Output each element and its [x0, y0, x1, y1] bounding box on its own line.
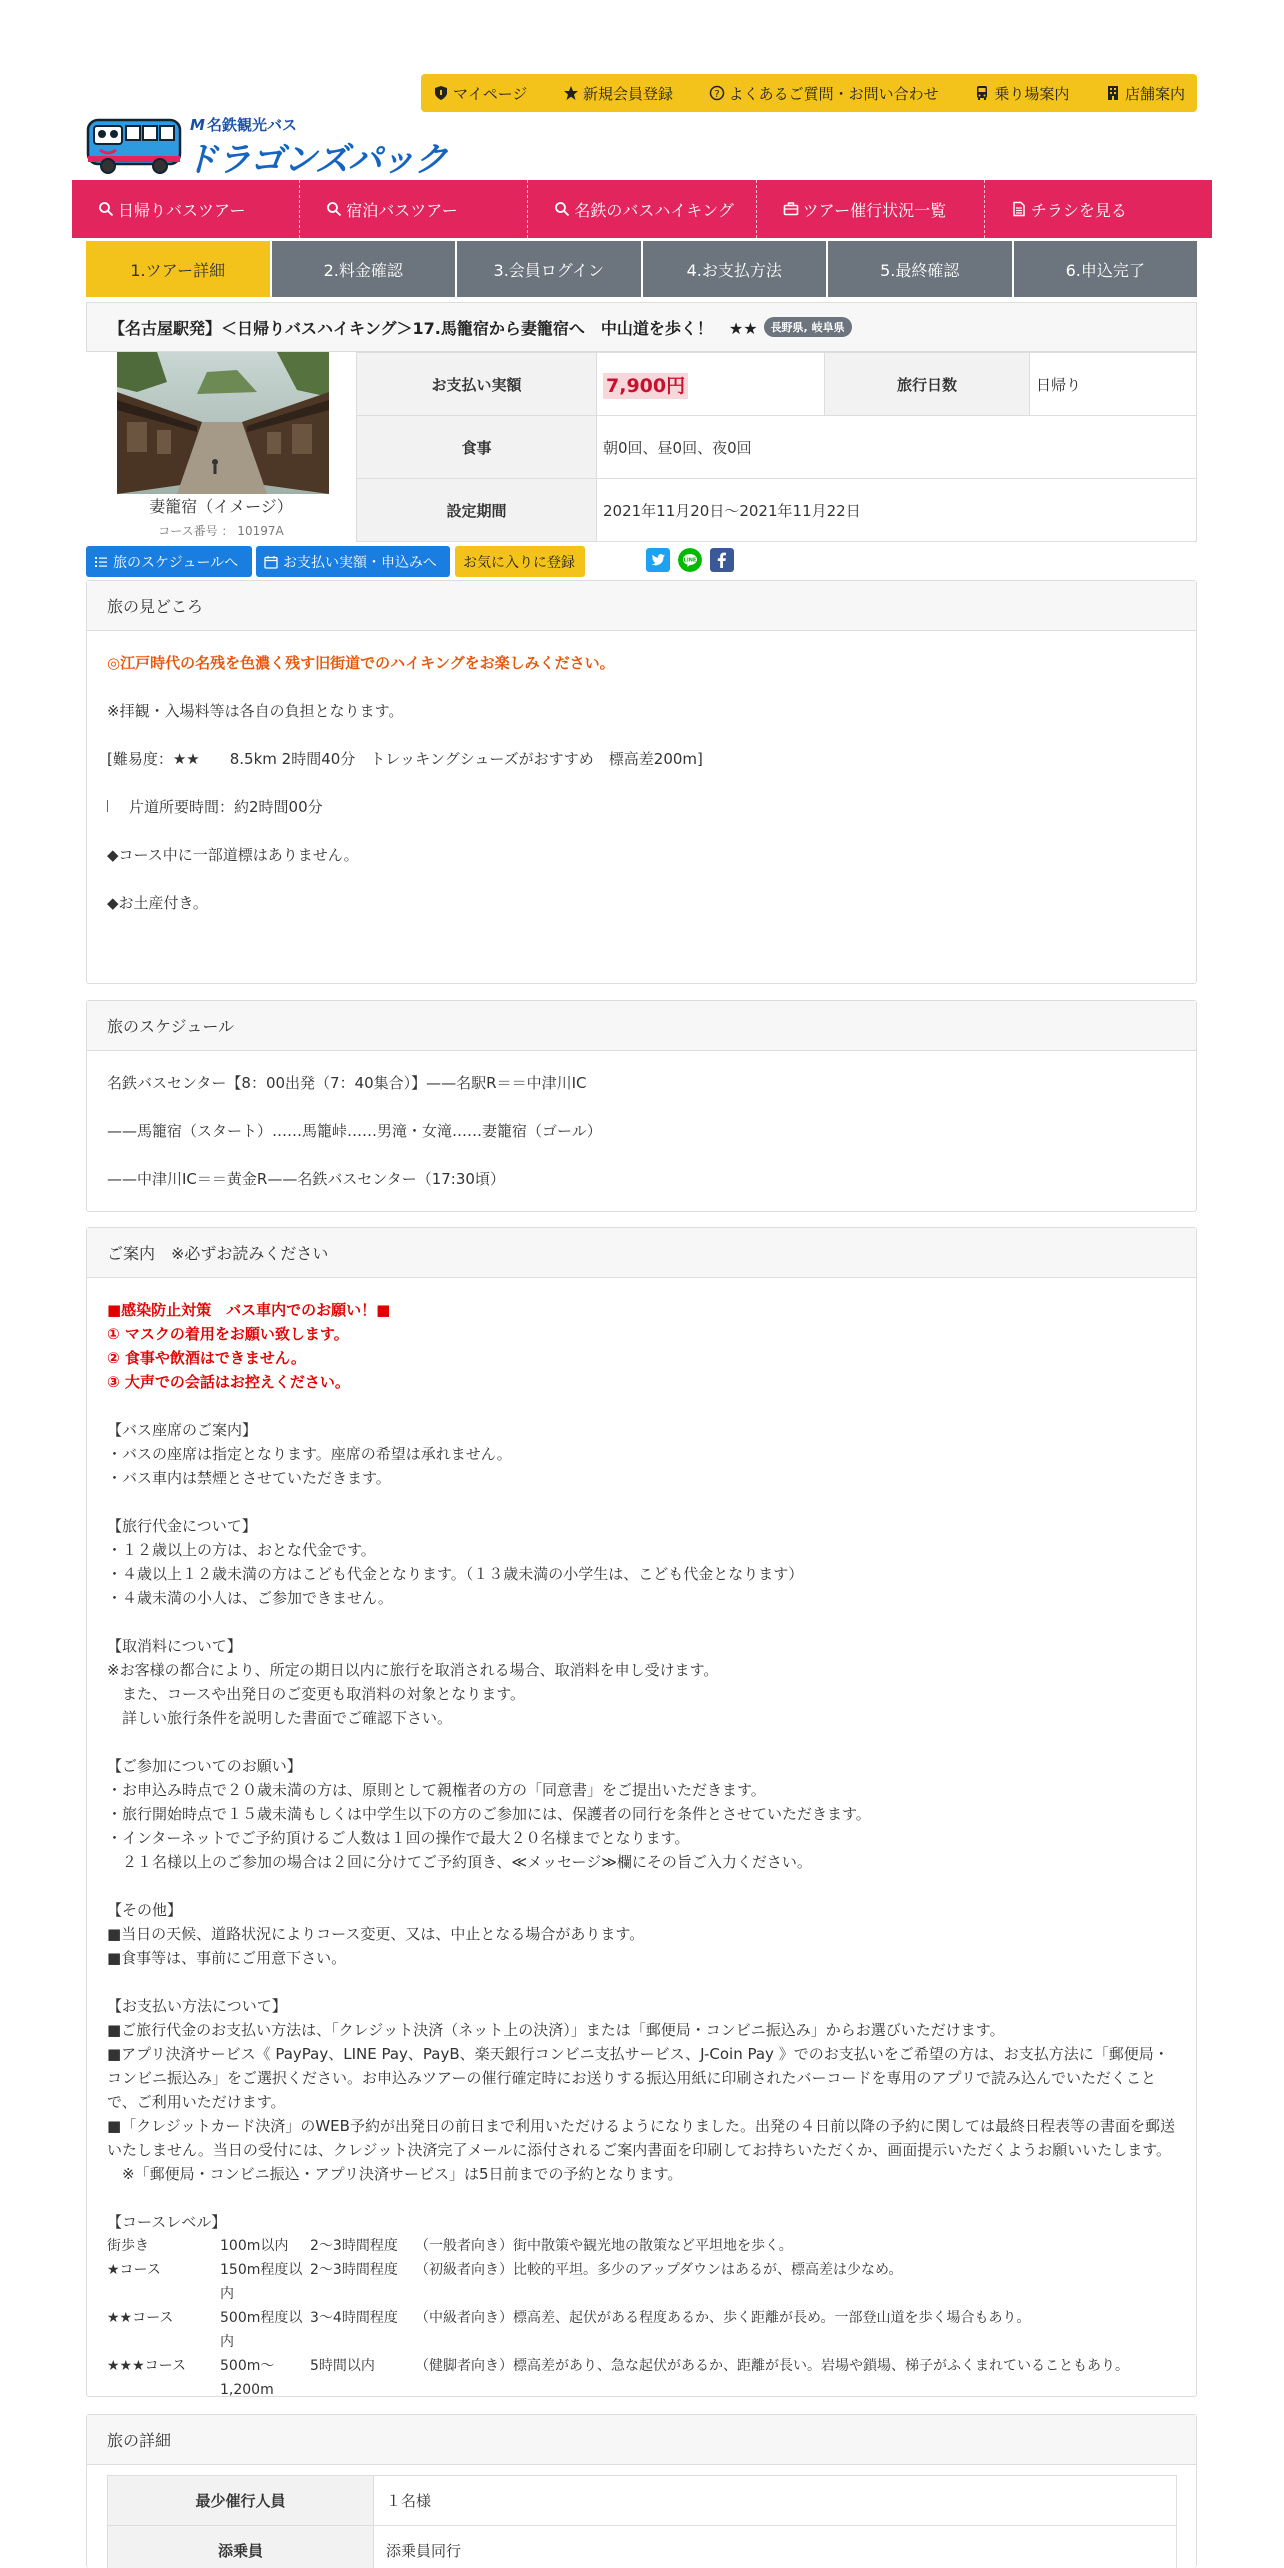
notice-card — [86, 1227, 1197, 2397]
tour-image — [117, 352, 329, 494]
price-cell — [597, 353, 825, 416]
level-desc: （健脚者向き）標高差があり、急な起伏があるか、距離が長い。岩場や鎖場、梯子がふくまれていることもあり。 — [415, 2358, 1129, 2374]
nav-day-tours-label: 日帰りバスツアー — [118, 200, 246, 220]
schedule-body — [87, 1051, 1196, 1211]
schedule-button-label: 旅のスケジュールへ — [113, 554, 239, 571]
level-row — [107, 2306, 1176, 2354]
cancel-title: 【取消料について】 — [107, 1637, 242, 1655]
cancel-line: 詳しい旅行条件を説明した書面でご確認下さい。 — [107, 1709, 453, 1727]
fare-title: 【旅行代金について】 — [107, 1517, 257, 1535]
site-logo[interactable] — [86, 114, 447, 180]
bus-icon — [974, 85, 990, 101]
highlight-line: ※拝観・入場料等は各自の負担となります。 — [107, 702, 404, 720]
level-time: 3～4時間程度 — [310, 2310, 398, 2326]
step-1: 1.ツアー詳細 — [86, 241, 270, 297]
level-name: ★★★コース — [107, 2358, 186, 2374]
details-card — [86, 2414, 1197, 2568]
meitetsu-mark-icon: M — [190, 116, 205, 134]
boarding-link[interactable] — [974, 83, 1069, 104]
twitter-icon[interactable] — [646, 548, 670, 572]
favorite-button-label: お気に入りに登録 — [463, 554, 575, 571]
meals-label: 食事 — [357, 416, 597, 479]
favorite-button[interactable] — [455, 546, 585, 577]
other-line: ■当日の天候、道路状況によりコース変更、又は、中止となる場合があります。 — [107, 1925, 645, 1943]
other-title: 【その他】 — [107, 1901, 183, 1919]
company-label: 名鉄観光バス — [206, 116, 297, 134]
payment-line: ※「郵便局・コンビニ振込・アプリ決済サービス」は5日前までの予約となります。 — [107, 2165, 683, 2183]
price-value: 7,900円 — [603, 373, 688, 399]
schedule-card — [86, 1000, 1197, 1212]
travel-time-text: 片道所要時間：約2時間00分 — [129, 798, 323, 816]
detail-value: １名様 — [374, 2476, 1177, 2526]
fare-line: ・４歳以上１２歳未満の方はこども代金となります。（１３歳未満の小学生は、こども代金となります） — [107, 1565, 804, 1583]
level-dist: 100m以内 — [220, 2238, 289, 2254]
payment-line: ■アプリ決済サービス《 PayPay、LINE Pay、PayB、楽天銀行コンビニ支払サービス、J-Coin Pay 》でのお支払いをご希望の方は、お支払方法に「郵便局・コンビニ振込み」をご選択ください。お申込みツアーの催行確定時にお送りする振込用紙に印刷されたバーコードを専用のアプリで読み込んでいただくことで、ご利用いただけます。 — [107, 2045, 1169, 2111]
level-dist: 500m程度以内 — [220, 2310, 303, 2350]
store-label: 店舗案内 — [1124, 84, 1185, 103]
detail-label: 添乗員 — [108, 2526, 374, 2568]
tour-title-text: 【名古屋駅発】＜日帰りバスハイキング＞17.馬籠宿から妻籠宿へ 中山道を歩く！ ★★ — [109, 318, 758, 338]
search-icon — [98, 201, 114, 217]
payment-line: ■ご旅行代金のお支払い方法は、「クレジット決済（ネット上の決済）」または「郵便局・コンビニ振込み」からお選びいただけます。 — [107, 2021, 1005, 2039]
highlights-card — [86, 580, 1197, 984]
details-header: 旅の詳細 — [87, 2415, 1196, 2465]
step-2: 2.料金確認 — [272, 241, 456, 297]
schedule-line: ——馬籠宿（スタート）……馬籠峠……男滝・女滝……妻籠宿（ゴール） — [107, 1122, 602, 1140]
facebook-icon[interactable] — [710, 548, 734, 572]
highlights-header: 旅の見どころ — [87, 581, 1196, 631]
tour-photo — [117, 352, 329, 494]
nav-flyer-label: チラシを見る — [1030, 200, 1127, 220]
highlights-headline: ◎江戸時代の名残を色濃く残す旧街道でのハイキングをお楽しみください。 — [107, 654, 615, 672]
level-row — [107, 2258, 1176, 2306]
participation-line: ・お申込み時点で２０歳未満の方は、原則として親権者の方の「同意書」をご提出いただきます。 — [107, 1781, 766, 1799]
level-row — [107, 2234, 1176, 2258]
bus-mascot-icon — [86, 116, 184, 176]
shield-icon — [433, 85, 449, 101]
mypage-label: マイページ — [453, 84, 528, 103]
booking-steps — [86, 241, 1197, 297]
level-name: ★コース — [107, 2262, 161, 2278]
participation-line: ・インターネットでご予約頂けるご人数は１回の操作で最大２０名様までとなります。 — [107, 1829, 690, 1847]
price-apply-button-label: お支払い実額・申込みへ — [283, 554, 437, 571]
course-number: コース番号 ： 10197A — [158, 524, 284, 538]
clock-icon — [107, 800, 117, 812]
search-icon — [554, 201, 570, 217]
level-desc: （一般者向き）街中散策や観光地の散策など平坦地を歩く。 — [415, 2238, 793, 2254]
register-label: 新規会員登録 — [583, 84, 674, 103]
details-body — [87, 2475, 1196, 2568]
step-4: 4.お支払方法 — [643, 241, 827, 297]
schedule-line: ——中津川IC＝＝黄金R——名鉄バスセンター（17:30頃） — [107, 1170, 505, 1188]
tour-title — [86, 302, 1197, 352]
other-line: ■食事等は、事前にご用意下さい。 — [107, 1949, 347, 1967]
notice-header: ご案内 ※必ずお読みください — [87, 1228, 1196, 1278]
nav-tour-status-label: ツアー催行状況一覧 — [802, 200, 947, 220]
calendar-icon — [264, 555, 278, 569]
cancel-line: ※お客様の都合により、所定の期日以内に旅行を取消される場合、取消料を申し受けます。 — [107, 1661, 719, 1679]
document-icon — [1011, 201, 1027, 217]
payment-line: ■「クレジットカード決済」のWEB予約が出発日の前日まで利用いただけるようになりました。出発の４日前以降の予約に関しては最終日程表等の書面を郵送いたしません。当日の受付には、クレジット決済完了メールに添付されるご案内書面を印刷してお持ちいただくか、画面提示いただくようお願いいたします。 — [107, 2117, 1175, 2159]
participation-line: ２１名様以上のご参加の場合は２回に分けてご予約頂き、≪メッセージ≫欄にその旨ご入力ください。 — [107, 1853, 812, 1871]
seat-line: ・バスの座席は指定となります。座席の希望は承れません。 — [107, 1445, 512, 1463]
search-icon — [326, 201, 342, 217]
nav-hiking-label: 名鉄のバスハイキング — [574, 200, 734, 220]
price-label: お支払い実額 — [357, 353, 597, 416]
main-nav — [72, 180, 1212, 238]
level-desc: （初級者向き）比較的平坦。多少のアップダウンはあるが、標高差は少なめ。 — [415, 2262, 903, 2278]
nav-stay-tours[interactable] — [300, 180, 528, 238]
cancel-line: また、コースや出発日のご変更も取消料の対象となります。 — [107, 1685, 526, 1703]
nav-flyer[interactable] — [985, 180, 1212, 238]
seat-title: 【バス座席のご案内】 — [107, 1421, 258, 1439]
travel-time-line — [107, 795, 1176, 819]
notice-red-line: ③ 大声での会話はお控えください。 — [107, 1373, 350, 1391]
step-5: 5.最終確認 — [828, 241, 1012, 297]
faq-label: よくあるご質問・お問い合わせ — [728, 84, 939, 103]
nav-stay-tours-label: 宿泊バスツアー — [346, 200, 458, 220]
table-row — [108, 2476, 1177, 2526]
svg-text:LINE: LINE — [683, 557, 697, 564]
schedule-line: 名鉄バスセンター【8：00出発（7：40集合）】——名駅R＝＝中津川IC — [107, 1074, 587, 1092]
svg-text:?: ? — [714, 89, 720, 100]
participation-title: 【ご参加についてのお願い】 — [107, 1757, 302, 1775]
period-label: 設定期間 — [357, 479, 597, 542]
step-3: 3.会員ログイン — [457, 241, 641, 297]
details-table — [107, 2475, 1177, 2568]
level-dist: 150m程度以内 — [220, 2262, 303, 2302]
schedule-header: 旅のスケジュール — [87, 1001, 1196, 1051]
period-value: 2021年11月20日～2021年11月22日 — [597, 479, 1197, 542]
notice-red-line: ① マスクの着用をお願い致します。 — [107, 1325, 349, 1343]
faq-link[interactable] — [709, 83, 939, 104]
briefcase-icon — [783, 201, 799, 217]
region-badge: 長野県, 岐阜県 — [764, 317, 852, 337]
level-dist: 500m～1,200m — [220, 2358, 275, 2398]
highlight-line: ◆お土産付き。 — [107, 894, 208, 912]
highlights-body — [87, 631, 1196, 935]
meals-value: 朝0回、昼0回、夜0回 — [597, 416, 1197, 479]
level-time: 5時間以内 — [310, 2358, 375, 2374]
star-icon — [563, 85, 579, 101]
list-icon — [94, 555, 108, 569]
table-row — [108, 2526, 1177, 2568]
boarding-label: 乗り場案内 — [994, 84, 1070, 103]
level-name: ★★コース — [107, 2310, 174, 2326]
detail-value: 添乗員同行 — [374, 2526, 1177, 2568]
days-value: 日帰り — [1030, 353, 1197, 416]
highlight-line: ◆コース中に一部道標はありません。 — [107, 846, 359, 864]
level-time: 2～3時間程度 — [310, 2238, 398, 2254]
seat-line: ・バス車内は禁煙とさせていただきます。 — [107, 1469, 391, 1487]
register-link[interactable] — [563, 83, 673, 104]
level-desc: （中級者向き）標高差、起伏がある程度あるか、歩く距離が長め。一部登山道を歩く場合もあり。 — [415, 2310, 1031, 2326]
brand-name: ドラゴンズパック — [184, 140, 447, 180]
nav-tour-status[interactable] — [757, 180, 985, 238]
mypage-link[interactable] — [433, 83, 527, 104]
question-icon — [709, 85, 725, 101]
level-row — [107, 2354, 1176, 2402]
store-link[interactable] — [1105, 83, 1185, 104]
nav-day-tours[interactable] — [72, 180, 300, 238]
tour-info-table — [356, 352, 1197, 542]
payment-title: 【お支払い方法について】 — [107, 1997, 287, 2015]
difficulty-line: [難易度：★★ 8.5km 2時間40分 トレッキングシューズがおすすめ 標高差200m] — [107, 750, 703, 768]
level-time: 2～3時間程度 — [310, 2262, 398, 2278]
participation-line: ・旅行開始時点で１５歳未満もしくは中学生以下の方のご参加には、保護者の同行を条件とさせていただきます。 — [107, 1805, 871, 1823]
schedule-button[interactable] — [86, 546, 252, 577]
nav-hiking[interactable] — [528, 180, 756, 238]
fare-line: ・１２歳以上の方は、おとな代金です。 — [107, 1541, 376, 1559]
level-name: 街歩き — [107, 2238, 149, 2254]
line-icon[interactable] — [678, 548, 702, 572]
detail-label: 最少催行人員 — [108, 2476, 374, 2526]
notice-body — [87, 1278, 1196, 2422]
fare-line: ・４歳未満の小人は、ご参加できません。 — [107, 1589, 393, 1607]
top-utility-nav — [421, 74, 1197, 112]
days-label: 旅行日数 — [825, 353, 1030, 416]
step-6: 6.申込完了 — [1014, 241, 1198, 297]
building-icon — [1105, 85, 1121, 101]
level-title: 【コースレベル】 — [107, 2213, 227, 2231]
image-caption: 妻籠宿（イメージ） — [149, 497, 293, 516]
price-apply-button[interactable] — [256, 546, 450, 577]
notice-red-line: ■感染防止対策 バス車内でのお願い！■ — [107, 1301, 391, 1319]
notice-red-line: ② 食事や飲酒はできません。 — [107, 1349, 306, 1367]
